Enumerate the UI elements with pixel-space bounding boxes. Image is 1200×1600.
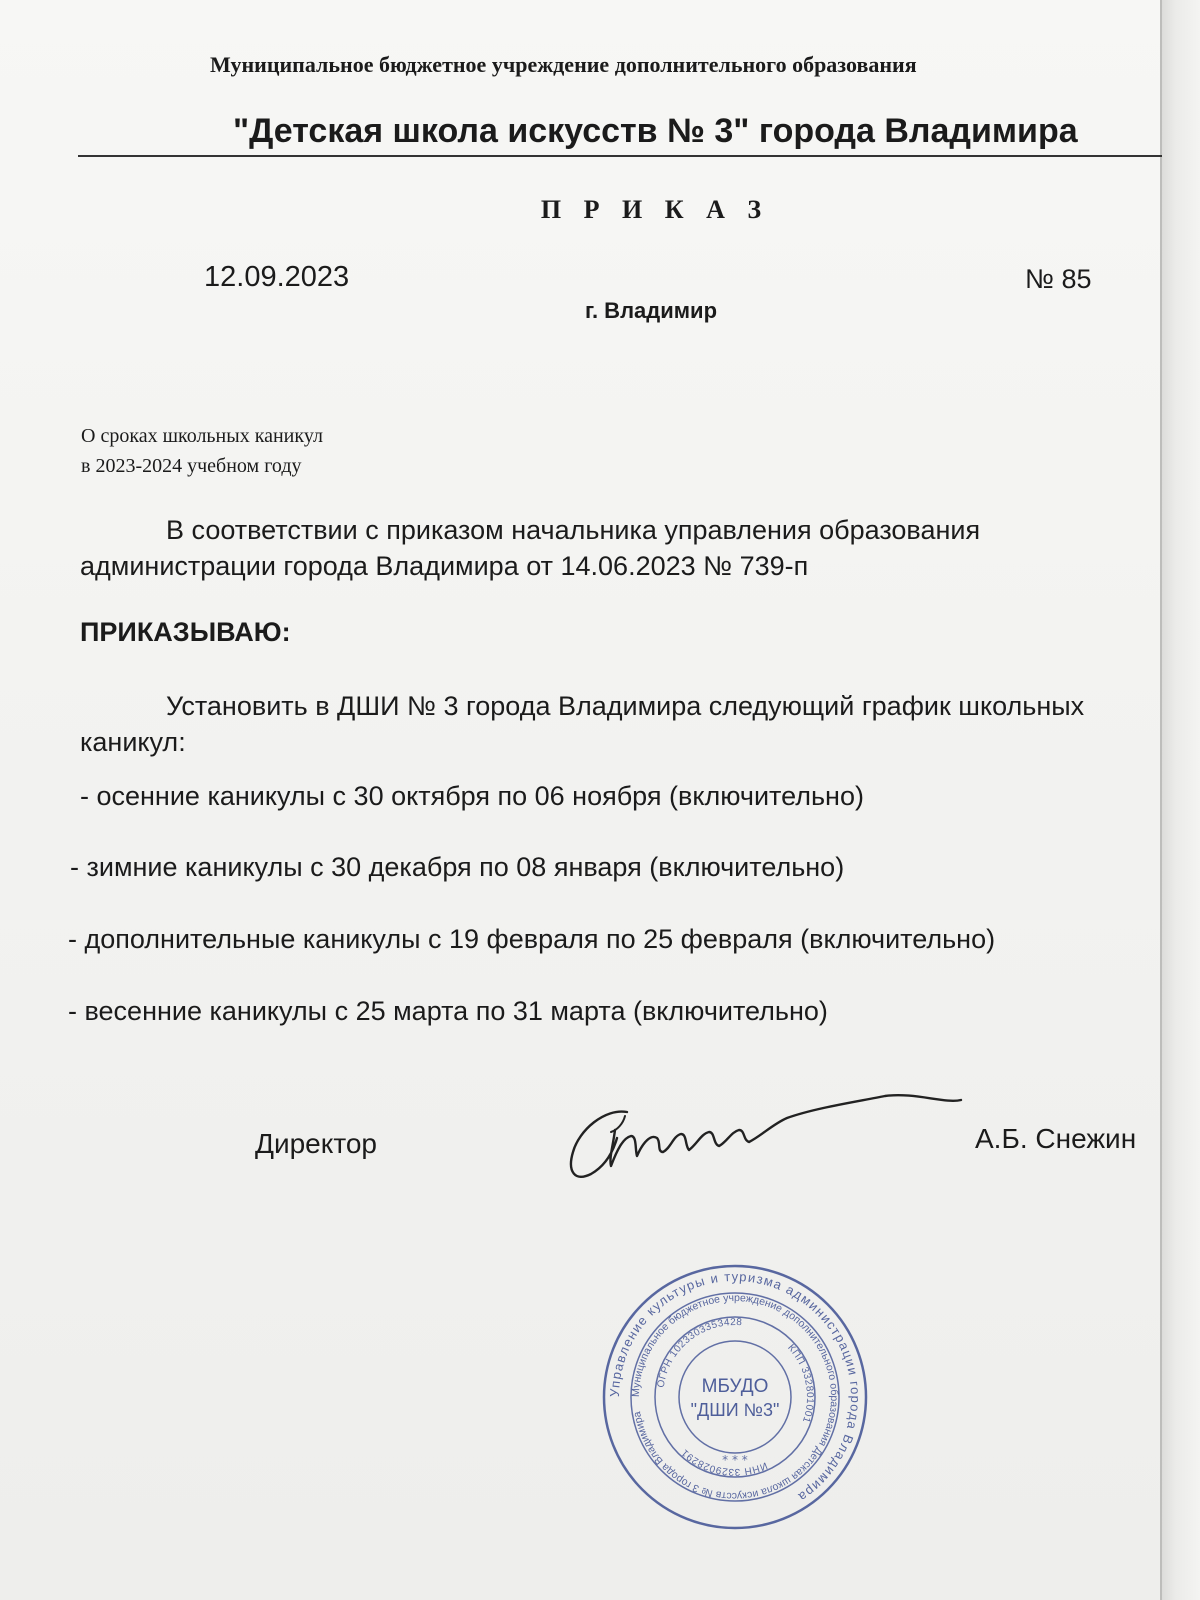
order-city: г. Владимир — [585, 298, 718, 323]
order-date: 12.09.2023 — [204, 261, 350, 293]
order-basis — [80, 512, 980, 584]
basis-line: администрации города Владимира от 14.06.2023 № 739-п — [80, 551, 809, 581]
basis-line: В соответствии с приказом начальника управления образования — [166, 515, 981, 545]
stamp-inn: ИНН 3329028291 — [679, 1446, 769, 1478]
school-name-header: "Детская школа искусств № 3" города Владимира — [233, 112, 1078, 150]
director-name: А.Б. Снежин — [975, 1123, 1137, 1154]
stamp-center-name: "ДШИ №3" — [690, 1400, 780, 1420]
holiday-item-winter: - зимние каникулы с 30 декабря по 08 января (включительно) — [70, 852, 845, 882]
establish-paragraph — [80, 688, 1084, 760]
holiday-item-spring: - весенние каникулы с 25 марта по 31 марта (включительно) — [68, 996, 828, 1026]
director-signature — [565, 1090, 965, 1200]
official-stamp — [600, 1262, 870, 1532]
stamp-kpp: КПП 332801001 — [785, 1342, 816, 1425]
stamp-center-abbr: МБУДО — [701, 1376, 769, 1397]
establish-line: каникул: — [80, 727, 186, 757]
header-divider — [78, 155, 1162, 157]
order-subject — [81, 421, 323, 481]
director-title: Директор — [255, 1128, 377, 1159]
establish-line: Установить в ДШИ № 3 города Владимира следующий график школьных — [166, 691, 1085, 721]
stamp-outer-text: Управление культуры и туризма администрации города Владимира — [606, 1268, 864, 1506]
page-edge — [1160, 0, 1200, 1600]
order-number: № 85 — [1025, 264, 1092, 294]
subject-line: О сроках школьных каникул — [81, 425, 323, 447]
document-title: П Р И К А З — [540, 195, 770, 224]
subject-line: в 2023-2024 учебном году — [81, 455, 302, 477]
holiday-item-autumn: - осенние каникулы с 30 октября по 06 ноября (включительно) — [80, 781, 864, 811]
institution-header: Муниципальное бюджетное учреждение дополнительного образования — [210, 52, 917, 77]
stamp-star-icon: * * * — [722, 1453, 748, 1467]
stamp-middle-text: Муниципальное бюджетное учреждение дополнительного образования Детская школа искусств № 3 города Владимира — [629, 1291, 841, 1503]
directive-word: ПРИКАЗЫВАЮ: — [80, 617, 291, 647]
stamp-ogrn: ОГРН 1023303353428 — [655, 1316, 743, 1389]
holiday-item-additional: - дополнительные каникулы с 19 февраля по 25 февраля (включительно) — [68, 924, 996, 954]
